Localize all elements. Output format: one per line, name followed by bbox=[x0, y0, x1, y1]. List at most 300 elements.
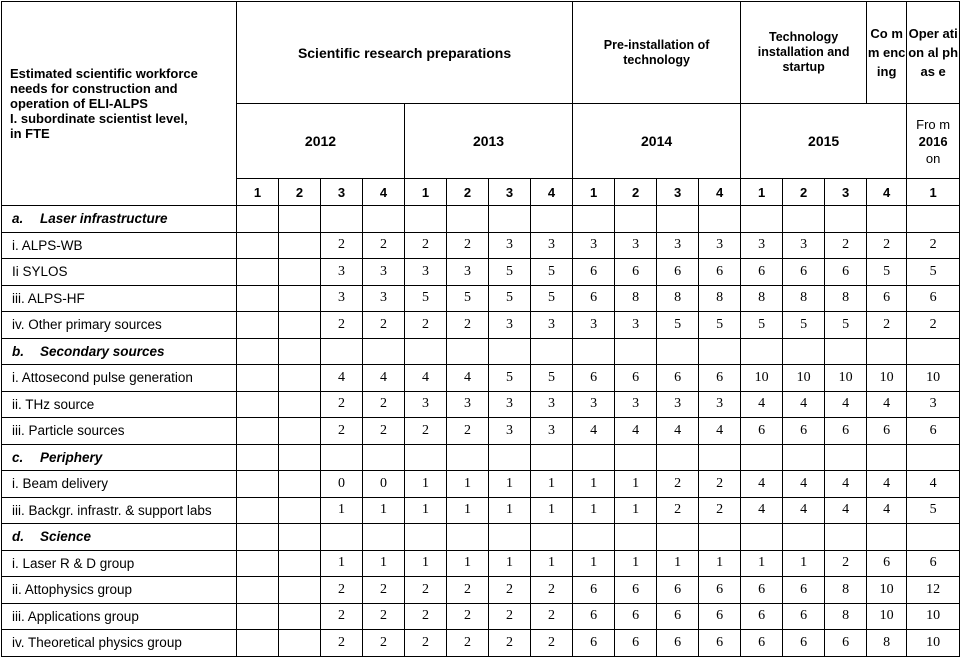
year-2013: 2013 bbox=[405, 104, 573, 179]
value-cell: 4 bbox=[867, 391, 907, 418]
value-cell: 2 bbox=[531, 630, 573, 657]
value-cell: 2 bbox=[699, 497, 741, 524]
value-cell: 2 bbox=[447, 577, 489, 604]
year-from-2016 bbox=[907, 104, 960, 179]
value-cell: 1 bbox=[447, 497, 489, 524]
value-cell: 6 bbox=[867, 418, 907, 445]
empty-cell bbox=[279, 418, 321, 445]
value-cell: 4 bbox=[867, 497, 907, 524]
value-cell: 4 bbox=[447, 365, 489, 392]
value-cell: 3 bbox=[489, 232, 531, 259]
value-cell: 2 bbox=[489, 630, 531, 657]
empty-cell bbox=[237, 471, 279, 498]
value-cell: 6 bbox=[783, 630, 825, 657]
value-cell: 10 bbox=[741, 365, 783, 392]
empty-cell bbox=[531, 524, 573, 551]
value-cell: 10 bbox=[907, 365, 960, 392]
empty-cell bbox=[237, 259, 279, 286]
value-cell: 1 bbox=[447, 550, 489, 577]
empty-cell bbox=[783, 338, 825, 365]
row-label: iv. Other primary sources bbox=[2, 312, 237, 339]
empty-cell bbox=[615, 338, 657, 365]
value-cell: 6 bbox=[741, 577, 783, 604]
value-cell: 10 bbox=[907, 603, 960, 630]
section-row bbox=[2, 444, 960, 471]
section-heading bbox=[2, 206, 237, 233]
value-cell: 10 bbox=[867, 577, 907, 604]
value-cell: 1 bbox=[531, 497, 573, 524]
empty-cell bbox=[573, 444, 615, 471]
value-cell: 4 bbox=[783, 471, 825, 498]
section-heading bbox=[2, 444, 237, 471]
empty-cell bbox=[741, 338, 783, 365]
value-cell: 5 bbox=[825, 312, 867, 339]
title-line: in FTE bbox=[10, 126, 50, 141]
value-cell: 3 bbox=[657, 232, 699, 259]
year-2015: 2015 bbox=[741, 104, 907, 179]
value-cell: 2 bbox=[531, 603, 573, 630]
value-cell: 6 bbox=[867, 285, 907, 312]
empty-cell bbox=[907, 338, 960, 365]
value-cell: 3 bbox=[615, 312, 657, 339]
value-cell: 3 bbox=[405, 259, 447, 286]
value-cell: 2 bbox=[699, 471, 741, 498]
row-label: iii. ALPS-HF bbox=[2, 285, 237, 312]
value-cell: 1 bbox=[783, 550, 825, 577]
empty-cell bbox=[489, 444, 531, 471]
value-cell: 2 bbox=[321, 603, 363, 630]
value-cell: 3 bbox=[699, 391, 741, 418]
value-cell: 6 bbox=[907, 285, 960, 312]
empty-cell bbox=[447, 524, 489, 551]
title-line: operation of ELI-ALPS bbox=[10, 96, 148, 111]
quarter-label: 3 bbox=[321, 179, 363, 206]
value-cell: 6 bbox=[615, 630, 657, 657]
empty-cell bbox=[237, 444, 279, 471]
value-cell: 10 bbox=[867, 365, 907, 392]
value-cell: 2 bbox=[405, 312, 447, 339]
value-cell: 2 bbox=[867, 312, 907, 339]
value-cell: 4 bbox=[363, 365, 405, 392]
value-cell: 2 bbox=[363, 232, 405, 259]
value-cell: 2 bbox=[907, 232, 960, 259]
value-cell: 4 bbox=[321, 365, 363, 392]
table-row bbox=[2, 312, 960, 339]
value-cell: 2 bbox=[657, 471, 699, 498]
phase-research: Scientific research preparations bbox=[237, 2, 573, 104]
value-cell: 4 bbox=[741, 497, 783, 524]
value-cell: 4 bbox=[615, 418, 657, 445]
value-cell: 2 bbox=[825, 232, 867, 259]
empty-cell bbox=[615, 206, 657, 233]
value-cell: 1 bbox=[405, 497, 447, 524]
value-cell: 6 bbox=[741, 259, 783, 286]
row-label: iii. Backgr. infrastr. & support labs bbox=[2, 497, 237, 524]
value-cell: 3 bbox=[615, 391, 657, 418]
empty-cell bbox=[279, 365, 321, 392]
value-cell: 4 bbox=[783, 391, 825, 418]
value-cell: 5 bbox=[783, 312, 825, 339]
value-cell: 1 bbox=[363, 550, 405, 577]
value-cell: 4 bbox=[825, 471, 867, 498]
value-cell: 6 bbox=[699, 603, 741, 630]
table-row bbox=[2, 285, 960, 312]
value-cell: 0 bbox=[321, 471, 363, 498]
value-cell: 3 bbox=[531, 232, 573, 259]
title-line: I. subordinate scientist level, bbox=[10, 111, 188, 126]
value-cell: 6 bbox=[615, 577, 657, 604]
empty-cell bbox=[237, 312, 279, 339]
value-cell: 4 bbox=[825, 391, 867, 418]
empty-cell bbox=[279, 312, 321, 339]
quarter-label: 2 bbox=[783, 179, 825, 206]
empty-cell bbox=[615, 444, 657, 471]
value-cell: 4 bbox=[573, 418, 615, 445]
value-cell: 1 bbox=[531, 471, 573, 498]
value-cell: 2 bbox=[447, 603, 489, 630]
year-2012: 2012 bbox=[237, 104, 405, 179]
table-row bbox=[2, 259, 960, 286]
value-cell: 3 bbox=[321, 285, 363, 312]
quarter-label: 3 bbox=[825, 179, 867, 206]
value-cell: 8 bbox=[825, 285, 867, 312]
value-cell: 5 bbox=[907, 497, 960, 524]
table-row bbox=[2, 577, 960, 604]
empty-cell bbox=[279, 630, 321, 657]
value-cell: 6 bbox=[573, 630, 615, 657]
value-cell: 12 bbox=[907, 577, 960, 604]
empty-cell bbox=[363, 444, 405, 471]
value-cell: 8 bbox=[783, 285, 825, 312]
value-cell: 3 bbox=[907, 391, 960, 418]
empty-cell bbox=[867, 444, 907, 471]
empty-cell bbox=[237, 391, 279, 418]
value-cell: 1 bbox=[615, 550, 657, 577]
value-cell: 3 bbox=[783, 232, 825, 259]
value-cell: 2 bbox=[489, 577, 531, 604]
quarter-label: 4 bbox=[363, 179, 405, 206]
value-cell: 1 bbox=[699, 550, 741, 577]
section-title: Secondary sources bbox=[40, 343, 165, 359]
row-label: Ii SYLOS bbox=[2, 259, 237, 286]
empty-cell bbox=[279, 338, 321, 365]
value-cell: 6 bbox=[783, 577, 825, 604]
empty-cell bbox=[237, 497, 279, 524]
empty-cell bbox=[321, 444, 363, 471]
value-cell: 2 bbox=[363, 312, 405, 339]
quarter-label: 4 bbox=[867, 179, 907, 206]
value-cell: 6 bbox=[825, 630, 867, 657]
value-cell: 8 bbox=[825, 577, 867, 604]
value-cell: 6 bbox=[657, 365, 699, 392]
value-cell: 6 bbox=[783, 603, 825, 630]
quarter-label: 1 bbox=[573, 179, 615, 206]
value-cell: 2 bbox=[363, 577, 405, 604]
value-cell: 5 bbox=[531, 365, 573, 392]
empty-cell bbox=[279, 524, 321, 551]
value-cell: 10 bbox=[825, 365, 867, 392]
table-row bbox=[2, 391, 960, 418]
section-letter: c. bbox=[12, 449, 24, 465]
value-cell: 1 bbox=[489, 471, 531, 498]
value-cell: 8 bbox=[657, 285, 699, 312]
value-cell: 3 bbox=[699, 232, 741, 259]
value-cell: 2 bbox=[657, 497, 699, 524]
empty-cell bbox=[657, 524, 699, 551]
value-cell: 10 bbox=[867, 603, 907, 630]
table-row bbox=[2, 550, 960, 577]
quarter-label: 2 bbox=[615, 179, 657, 206]
value-cell: 3 bbox=[615, 232, 657, 259]
empty-cell bbox=[489, 524, 531, 551]
empty-cell bbox=[907, 444, 960, 471]
value-cell: 2 bbox=[405, 577, 447, 604]
value-cell: 2 bbox=[405, 232, 447, 259]
value-cell: 5 bbox=[489, 259, 531, 286]
value-cell: 6 bbox=[783, 418, 825, 445]
section-row bbox=[2, 524, 960, 551]
value-cell: 2 bbox=[405, 630, 447, 657]
value-cell: 6 bbox=[657, 603, 699, 630]
value-cell: 3 bbox=[447, 391, 489, 418]
value-cell: 1 bbox=[321, 497, 363, 524]
value-cell: 6 bbox=[657, 259, 699, 286]
value-cell: 2 bbox=[405, 603, 447, 630]
phase-tech: Technology installation and startup bbox=[741, 2, 867, 104]
empty-cell bbox=[279, 285, 321, 312]
value-cell: 2 bbox=[321, 312, 363, 339]
empty-cell bbox=[237, 603, 279, 630]
phase-preinstall: Pre-installation of technology bbox=[573, 2, 741, 104]
section-heading bbox=[2, 338, 237, 365]
table-row bbox=[2, 365, 960, 392]
value-cell: 2 bbox=[321, 630, 363, 657]
empty-cell bbox=[237, 285, 279, 312]
value-cell: 4 bbox=[867, 471, 907, 498]
value-cell: 6 bbox=[573, 285, 615, 312]
value-cell: 1 bbox=[489, 497, 531, 524]
value-cell: 4 bbox=[405, 365, 447, 392]
value-cell: 1 bbox=[363, 497, 405, 524]
value-cell: 1 bbox=[489, 550, 531, 577]
empty-cell bbox=[573, 338, 615, 365]
value-cell: 6 bbox=[741, 630, 783, 657]
empty-cell bbox=[447, 338, 489, 365]
empty-cell bbox=[907, 524, 960, 551]
quarter-label: 3 bbox=[657, 179, 699, 206]
quarter-label: 2 bbox=[447, 179, 489, 206]
value-cell: 6 bbox=[907, 550, 960, 577]
empty-cell bbox=[531, 338, 573, 365]
value-cell: 6 bbox=[825, 259, 867, 286]
from-year: 2016 bbox=[918, 133, 948, 149]
empty-cell bbox=[237, 524, 279, 551]
quarter-label: 1 bbox=[237, 179, 279, 206]
value-cell: 1 bbox=[405, 550, 447, 577]
empty-cell bbox=[279, 444, 321, 471]
value-cell: 1 bbox=[573, 471, 615, 498]
empty-cell bbox=[489, 206, 531, 233]
value-cell: 8 bbox=[615, 285, 657, 312]
value-cell: 6 bbox=[573, 603, 615, 630]
table-row bbox=[2, 418, 960, 445]
table-row bbox=[2, 603, 960, 630]
empty-cell bbox=[279, 603, 321, 630]
quarter-label: 2 bbox=[279, 179, 321, 206]
empty-cell bbox=[825, 206, 867, 233]
value-cell: 8 bbox=[741, 285, 783, 312]
row-label: i. ALPS-WB bbox=[2, 232, 237, 259]
value-cell: 3 bbox=[321, 259, 363, 286]
empty-cell bbox=[783, 524, 825, 551]
value-cell: 6 bbox=[699, 577, 741, 604]
empty-cell bbox=[237, 206, 279, 233]
value-cell: 3 bbox=[489, 418, 531, 445]
value-cell: 1 bbox=[405, 471, 447, 498]
empty-cell bbox=[825, 524, 867, 551]
value-cell: 2 bbox=[489, 603, 531, 630]
section-row bbox=[2, 338, 960, 365]
empty-cell bbox=[237, 550, 279, 577]
value-cell: 6 bbox=[699, 630, 741, 657]
section-letter: b. bbox=[12, 343, 24, 359]
value-cell: 5 bbox=[907, 259, 960, 286]
value-cell: 3 bbox=[531, 391, 573, 418]
empty-cell bbox=[237, 365, 279, 392]
empty-cell bbox=[783, 444, 825, 471]
empty-cell bbox=[279, 259, 321, 286]
value-cell: 6 bbox=[573, 365, 615, 392]
value-cell: 3 bbox=[489, 391, 531, 418]
empty-cell bbox=[405, 524, 447, 551]
empty-cell bbox=[321, 206, 363, 233]
value-cell: 6 bbox=[615, 259, 657, 286]
value-cell: 3 bbox=[573, 232, 615, 259]
value-cell: 0 bbox=[363, 471, 405, 498]
quarter-label: 1 bbox=[907, 179, 960, 206]
empty-cell bbox=[447, 444, 489, 471]
from-suffix: on bbox=[925, 150, 941, 166]
empty-cell bbox=[907, 206, 960, 233]
table-row bbox=[2, 471, 960, 498]
empty-cell bbox=[237, 338, 279, 365]
empty-cell bbox=[867, 206, 907, 233]
value-cell: 2 bbox=[363, 391, 405, 418]
value-cell: 4 bbox=[825, 497, 867, 524]
empty-cell bbox=[237, 577, 279, 604]
value-cell: 5 bbox=[699, 312, 741, 339]
section-letter: d. bbox=[12, 529, 24, 545]
value-cell: 6 bbox=[741, 418, 783, 445]
empty-cell bbox=[363, 206, 405, 233]
table-row bbox=[2, 630, 960, 657]
row-label: i. Laser R & D group bbox=[2, 550, 237, 577]
value-cell: 3 bbox=[405, 391, 447, 418]
empty-cell bbox=[237, 418, 279, 445]
value-cell: 3 bbox=[573, 312, 615, 339]
empty-cell bbox=[321, 338, 363, 365]
quarter-label: 4 bbox=[531, 179, 573, 206]
value-cell: 2 bbox=[447, 418, 489, 445]
value-cell: 6 bbox=[867, 550, 907, 577]
value-cell: 2 bbox=[363, 603, 405, 630]
value-cell: 5 bbox=[489, 285, 531, 312]
value-cell: 6 bbox=[825, 418, 867, 445]
value-cell: 2 bbox=[531, 577, 573, 604]
empty-cell bbox=[825, 338, 867, 365]
value-cell: 3 bbox=[741, 232, 783, 259]
section-title: Science bbox=[40, 529, 92, 545]
value-cell: 1 bbox=[657, 550, 699, 577]
empty-cell bbox=[699, 206, 741, 233]
empty-cell bbox=[741, 206, 783, 233]
quarter-label: 1 bbox=[741, 179, 783, 206]
value-cell: 8 bbox=[825, 603, 867, 630]
value-cell: 6 bbox=[783, 259, 825, 286]
quarter-label: 3 bbox=[489, 179, 531, 206]
empty-cell bbox=[657, 444, 699, 471]
value-cell: 6 bbox=[907, 418, 960, 445]
empty-cell bbox=[279, 391, 321, 418]
value-cell: 6 bbox=[741, 603, 783, 630]
value-cell: 3 bbox=[363, 285, 405, 312]
value-cell: 2 bbox=[363, 418, 405, 445]
empty-cell bbox=[741, 524, 783, 551]
section-title: Laser infrastructure bbox=[40, 211, 168, 227]
value-cell: 5 bbox=[489, 365, 531, 392]
value-cell: 5 bbox=[531, 285, 573, 312]
value-cell: 5 bbox=[741, 312, 783, 339]
value-cell: 2 bbox=[907, 312, 960, 339]
value-cell: 2 bbox=[825, 550, 867, 577]
value-cell: 6 bbox=[615, 365, 657, 392]
phase-operational: Oper ation al phas e bbox=[907, 2, 960, 104]
value-cell: 4 bbox=[741, 391, 783, 418]
value-cell: 4 bbox=[741, 471, 783, 498]
value-cell: 10 bbox=[783, 365, 825, 392]
row-label: iii. Applications group bbox=[2, 603, 237, 630]
value-cell: 3 bbox=[531, 312, 573, 339]
value-cell: 1 bbox=[573, 497, 615, 524]
row-label: ii. THz source bbox=[2, 391, 237, 418]
empty-cell bbox=[825, 444, 867, 471]
empty-cell bbox=[279, 471, 321, 498]
value-cell: 2 bbox=[321, 577, 363, 604]
value-cell: 2 bbox=[321, 391, 363, 418]
empty-cell bbox=[699, 444, 741, 471]
value-cell: 5 bbox=[657, 312, 699, 339]
empty-cell bbox=[405, 206, 447, 233]
empty-cell bbox=[657, 338, 699, 365]
value-cell: 4 bbox=[657, 418, 699, 445]
value-cell: 5 bbox=[867, 259, 907, 286]
quarter-label: 1 bbox=[405, 179, 447, 206]
empty-cell bbox=[615, 524, 657, 551]
value-cell: 8 bbox=[867, 630, 907, 657]
value-cell: 6 bbox=[699, 259, 741, 286]
empty-cell bbox=[279, 206, 321, 233]
value-cell: 3 bbox=[657, 391, 699, 418]
value-cell: 3 bbox=[447, 259, 489, 286]
empty-cell bbox=[447, 206, 489, 233]
value-cell: 1 bbox=[741, 550, 783, 577]
value-cell: 1 bbox=[321, 550, 363, 577]
value-cell: 3 bbox=[531, 418, 573, 445]
empty-cell bbox=[279, 577, 321, 604]
row-label: iv. Theoretical physics group bbox=[2, 630, 237, 657]
value-cell: 2 bbox=[447, 232, 489, 259]
value-cell: 1 bbox=[531, 550, 573, 577]
